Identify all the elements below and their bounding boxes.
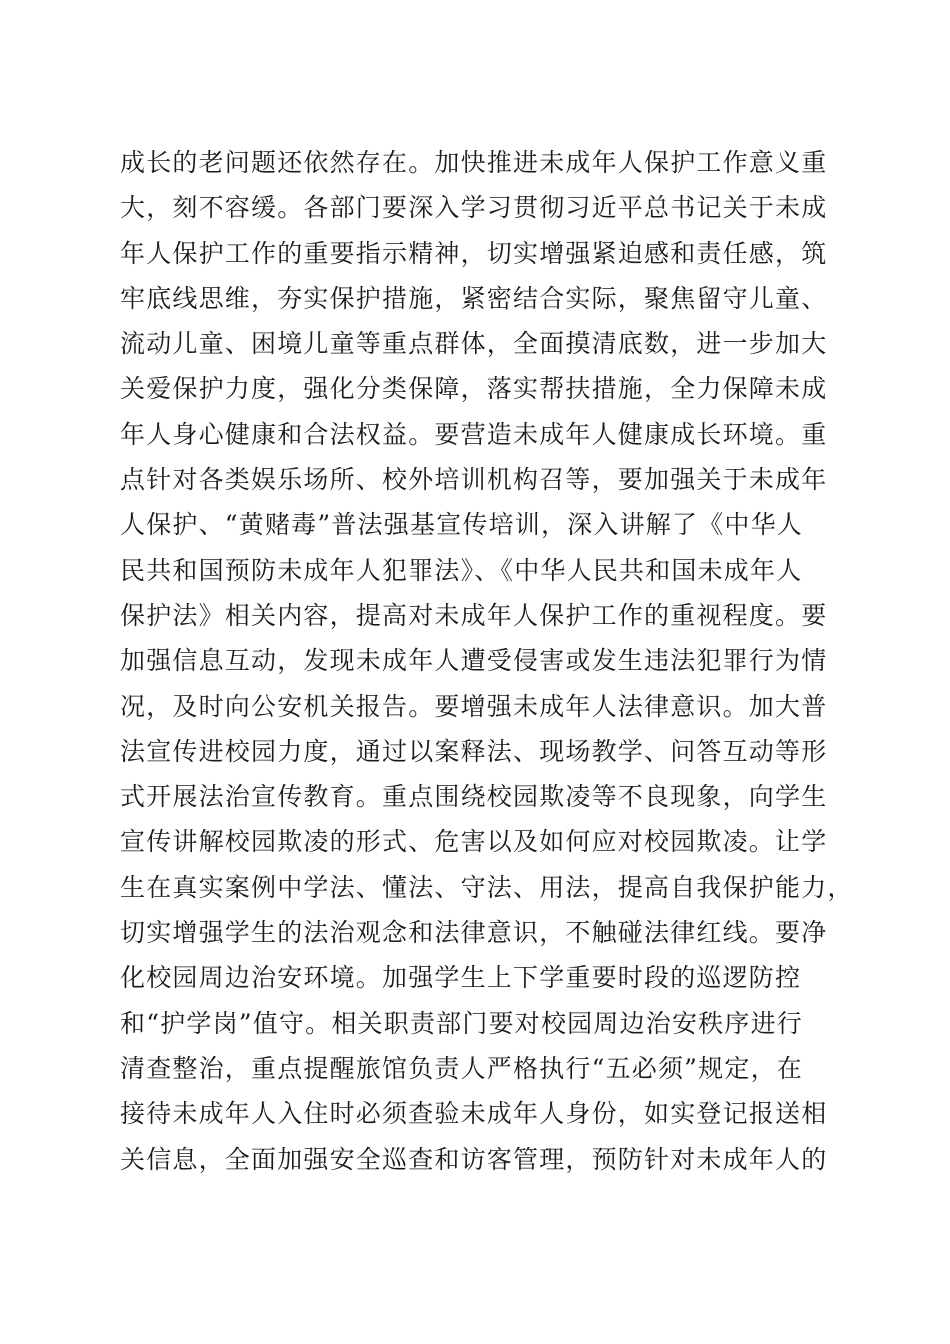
text-line: 成长的老问题还依然存在。加快推进未成年人保护工作意义重 — [120, 148, 828, 177]
text-line: 接待未成年人入住时必须查验未成年人身份，如实登记报送相 — [120, 1099, 828, 1129]
text-line: 生在真实案例中学法、懂法、守法、用法，提高自我保护能力， — [120, 872, 854, 902]
text-line: 况，及时向公安机关报告。要增强未成年人法律意识。加大普 — [120, 691, 828, 721]
text-line: 关爱保护力度，强化分类保障，落实帮扶措施，全力保障未成 — [120, 374, 828, 404]
text-line: 民共和国预防未成年人犯罪法》、《中华人民共和国未成年人 — [120, 555, 803, 585]
text-line: 式开展法治宣传教育。重点围绕校园欺凌等不良现象，向学生 — [120, 782, 828, 812]
text-line: 宣传讲解校园欺凌的形式、危害以及如何应对校园欺凌。让学 — [120, 827, 828, 857]
text-line: 年人保护工作的重要指示精神，切实增强紧迫感和责任感，筑 — [120, 238, 828, 268]
text-line: 清查整治，重点提醒旅馆负责人严格执行“五必须”规定，在 — [120, 1053, 803, 1083]
text-line: 和“护学岗”值守。相关职责部门要对校园周边治安秩序进行 — [120, 1008, 803, 1038]
text-line: 化校园周边治安环境。加强学生上下学重要时段的巡逻防控 — [120, 963, 802, 993]
text-line: 加强信息互动，发现未成年人遭受侵害或发生违法犯罪行为情 — [120, 646, 828, 676]
text-line: 保护法》相关内容，提高对未成年人保护工作的重视程度。要 — [120, 600, 828, 630]
text-line: 牢底线思维，夯实保护措施，紧密结合实际，聚焦留守儿童、 — [120, 283, 828, 313]
body-text — [120, 140, 854, 1182]
text-line: 关信息，全面加强安全巡查和访客管理，预防针对未成年人的 — [120, 1144, 828, 1174]
text-line: 年人身心健康和合法权益。要营造未成年人健康成长环境。重 — [120, 419, 828, 449]
text-line: 法宣传进校园力度，通过以案释法、现场教学、问答互动等形 — [120, 736, 828, 766]
text-line: 人保护、“黄赌毒”普法强基宣传培训，深入讲解了《中华人 — [120, 510, 803, 540]
text-line: 流动儿童、困境儿童等重点群体，全面摸清底数，进一步加大 — [120, 329, 828, 359]
text-line: 大，刻不容缓。各部门要深入学习贯彻习近平总书记关于未成 — [120, 193, 828, 223]
text-line: 切实增强学生的法治观念和法律意识，不触碰法律红线。要净 — [120, 918, 828, 948]
text-line: 点针对各类娱乐场所、校外培训机构召等，要加强关于未成年 — [120, 465, 828, 495]
